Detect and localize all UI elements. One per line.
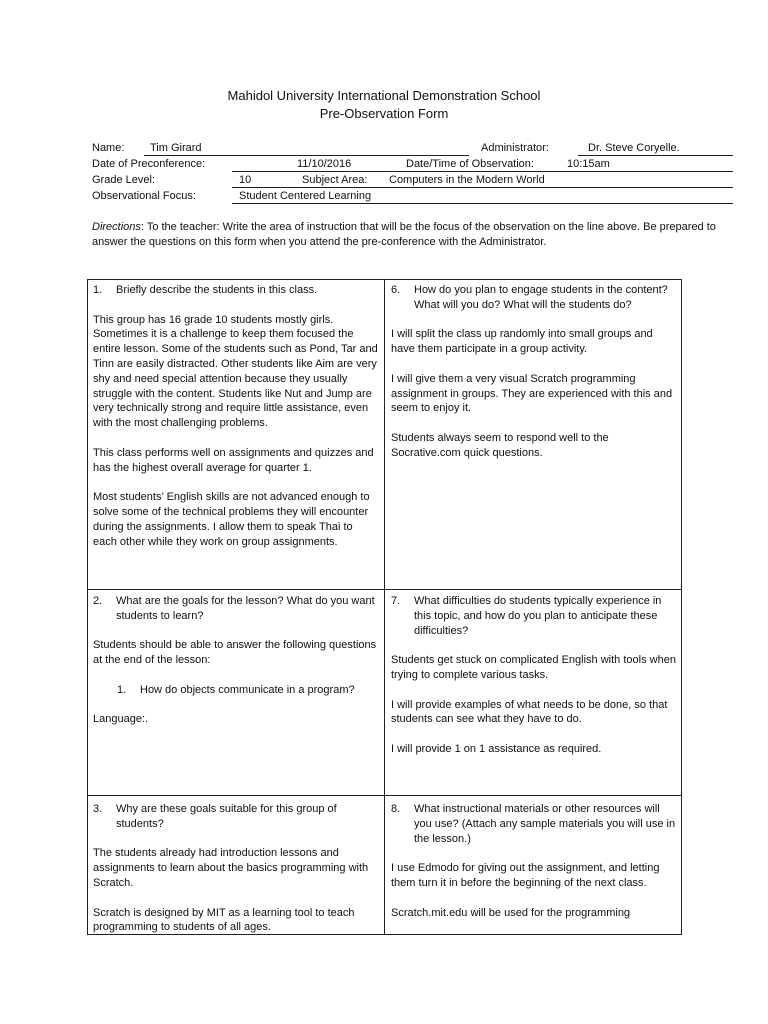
preconference-label: Date of Preconference: <box>92 158 206 170</box>
answer-paragraph[interactable]: Scratch is designed by MIT as a learning tool to teach programming to students of all ages. <box>93 906 355 934</box>
administrator-underline <box>578 155 733 156</box>
answer-paragraph[interactable]: Students always seem to respond well to the Socrative.com quick questions. <box>391 431 609 459</box>
sub-question-number: 1. <box>117 683 127 696</box>
answer-paragraph[interactable]: Most students’ English skills are not advanced enough to solve some of the technical problems they will encounter during the assignments. I allow them to speak Thai to each other while they work on group assignments. <box>93 491 370 548</box>
cell-q8 <box>391 802 677 935</box>
question-1 <box>93 283 379 298</box>
grade-row <box>92 173 733 187</box>
directions-text: : To the teacher: Write the area of instruction that will be the focus of the observation on the line above. Be prepared to answer the questions on this form when you attend the pre-conference with the Administrator. <box>92 221 716 248</box>
directions-label: Directions <box>92 221 141 233</box>
preconference-value[interactable]: 11/10/2016 <box>297 158 352 170</box>
answer-paragraph[interactable]: I will provide examples of what needs to be done, so that students can see what they have to do. <box>391 698 668 726</box>
observation-value[interactable]: 10:15am <box>567 158 610 170</box>
dates-row <box>92 157 733 171</box>
answer-paragraph[interactable]: I will provide 1 on 1 assistance as required. <box>391 742 602 755</box>
question-number: 7. <box>391 595 401 607</box>
answer-paragraph[interactable]: This class performs well on assignments and quizzes and has the highest overall average for quarter 1. <box>93 446 374 474</box>
answer-paragraph[interactable]: This group has 16 grade 10 students mostly girls. Sometimes it is a challenge to keep them focused the entire lesson. Some of the students such as Pond, Tar and Tinn are easily distracted. Other students like Aim are very shy and need special attention because they usually struggle with the content. Students like Nut and Jump are very technically strong and require little assistance, even with the most challenging problems. <box>93 313 378 430</box>
directions <box>92 220 742 250</box>
table-row-divider-1 <box>87 589 682 590</box>
question-number: 1. <box>93 284 103 296</box>
answer-paragraph[interactable]: Scratch.mit.edu will be used for the programming <box>391 906 631 919</box>
question-8 <box>391 802 677 846</box>
administrator-label: Administrator: <box>481 142 549 154</box>
dates-underline <box>232 171 733 172</box>
form-title: Pre-Observation Form <box>319 106 449 121</box>
question-7 <box>391 594 677 638</box>
question-2 <box>93 594 379 624</box>
subject-label: Subject Area: <box>302 174 368 186</box>
sub-question-text[interactable]: How do objects communicate in a program? <box>140 683 355 696</box>
cell-q3 <box>93 802 379 950</box>
cell-q6 <box>391 283 677 475</box>
observation-label: Date/Time of Observation: <box>406 158 534 170</box>
answer-paragraph[interactable]: I will split the class up randomly into small groups and have them participate in a group activity. <box>391 328 653 356</box>
sub-question-1 <box>93 683 379 698</box>
focus-underline <box>232 203 733 204</box>
question-3 <box>93 802 379 832</box>
question-text: What difficulties do students typically experience in this topic, and how do you plan to anticipate these difficulties? <box>414 595 662 637</box>
question-text: How do you plan to engage students in the content? What will you do? What will the students do? <box>414 284 668 311</box>
focus-label: Observational Focus: <box>92 190 196 202</box>
question-number: 2. <box>93 595 103 607</box>
subject-value[interactable]: Computers in the Modern World <box>389 174 545 186</box>
administrator-value[interactable]: Dr. Steve Coryelle. <box>588 142 680 154</box>
answer-paragraph[interactable]: I will give them a very visual Scratch programming assignment in groups. They are experienced with this and seem to enjoy it. <box>391 372 673 415</box>
table-column-divider <box>384 279 385 935</box>
answer-paragraph[interactable]: The students already had introduction lessons and assignments to learn about the basics programming with Scratch. <box>93 847 369 889</box>
focus-value[interactable]: Student Centered Learning <box>239 190 372 202</box>
answer-paragraph[interactable]: Students get stuck on complicated English with tools when trying to complete various tasks. <box>391 654 676 681</box>
question-text: What instructional materials or other resources will you use? (Attach any sample materials you will use in the lesson.) <box>414 803 676 845</box>
name-row <box>92 141 733 155</box>
question-text: Why are these goals suitable for this group of students? <box>116 803 337 830</box>
cell-q2 <box>93 594 379 742</box>
grade-underline <box>232 187 733 188</box>
question-number: 8. <box>391 803 401 815</box>
question-text: What are the goals for the lesson? What do you want students to learn? <box>116 595 375 622</box>
cell-q1 <box>93 283 379 564</box>
focus-row <box>92 189 733 203</box>
question-text: Briefly describe the students in this class. <box>116 284 318 296</box>
table-row-divider-2 <box>87 795 682 796</box>
question-6 <box>391 283 677 313</box>
grade-label: Grade Level: <box>92 174 155 186</box>
name-label: Name: <box>92 142 125 154</box>
school-name: Mahidol University International Demonstration School <box>227 88 541 103</box>
question-number: 3. <box>93 803 103 815</box>
answer-paragraph[interactable]: Students should be able to answer the following questions at the end of the lesson: <box>93 639 377 667</box>
name-underline <box>144 155 469 156</box>
question-number: 6. <box>391 284 401 296</box>
grade-value[interactable]: 10 <box>239 174 252 186</box>
name-value[interactable]: Tim Girard <box>150 142 202 154</box>
answer-paragraph[interactable]: Language:. <box>93 713 149 726</box>
cell-q7 <box>391 594 677 772</box>
answer-paragraph[interactable]: I use Edmodo for giving out the assignment, and letting them turn it in before the beginning of the next class. <box>391 862 660 889</box>
